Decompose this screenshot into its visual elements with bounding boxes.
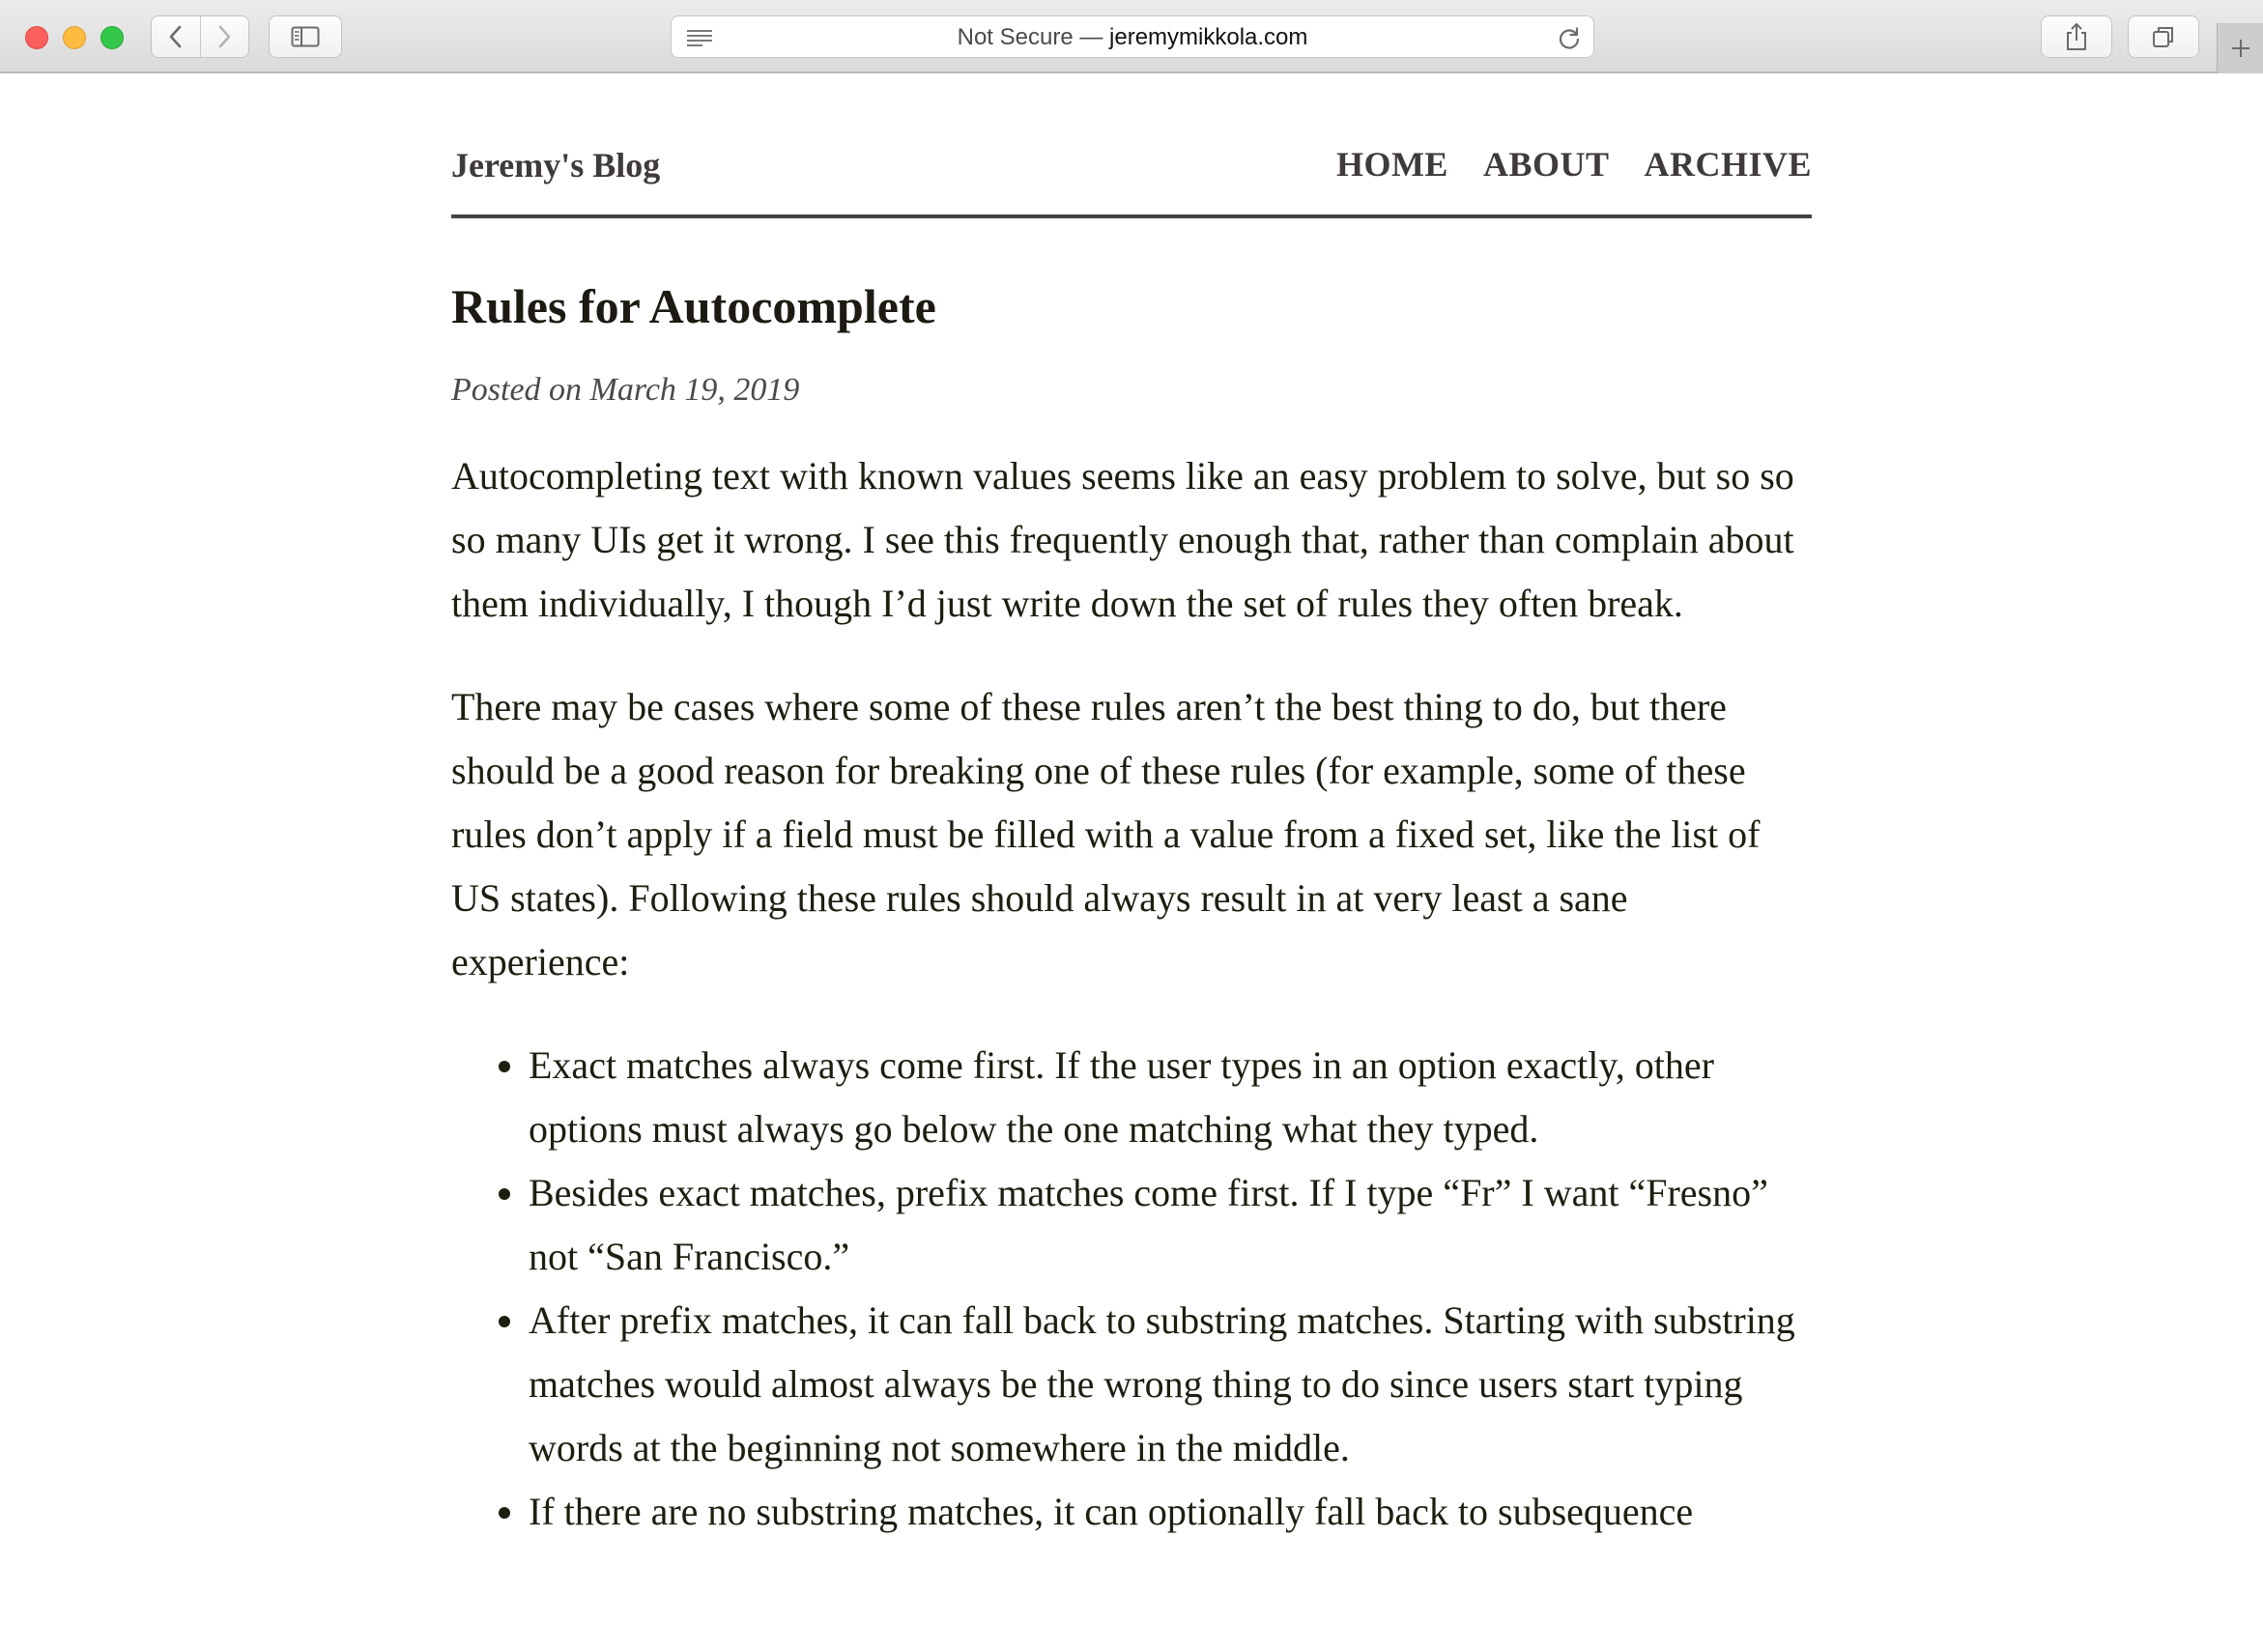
reload-icon[interactable] [1557, 26, 1582, 56]
site-header [451, 75, 1812, 218]
back-button[interactable] [152, 15, 200, 58]
post [451, 280, 1812, 1544]
forward-button[interactable] [200, 15, 248, 58]
chevron-right-icon [216, 24, 232, 49]
plus-icon [2230, 38, 2251, 59]
address-url[interactable] [672, 16, 1593, 59]
rule-item: • If there are no substring matches, it can optionally fall back to subsequence [529, 1480, 1812, 1544]
browser-toolbar [0, 0, 2263, 73]
rule-item: • Exact matches always come first. If the user types in an option exactly, other options must always go below the one matching what they typed. [529, 1034, 1812, 1161]
share-button[interactable] [2041, 15, 2112, 58]
tabs-icon [2151, 24, 2176, 49]
page-content [451, 75, 1812, 1544]
new-tab-button[interactable] [2217, 23, 2263, 73]
post-body [451, 444, 1812, 1544]
rule-item: • Besides exact matches, prefix matches come first. If I type “Fr” I want “Fresno” not “San Francisco.” [529, 1161, 1812, 1289]
tab-overview-button[interactable] [2128, 15, 2199, 58]
window-close-button[interactable] [25, 26, 48, 49]
security-label: Not Secure — [957, 24, 1110, 50]
post-title: Rules for Autocomplete [451, 279, 936, 333]
nav-archive-link[interactable]: ARCHIVE [1644, 145, 1812, 184]
address-domain: jeremymikkola.com [1109, 24, 1308, 50]
post-paragraph: Autocompleting text with known values seems like an easy problem to solve, but so so so many UIs get it wrong. I see this frequently enough that, rather than complain about them individually, I though I’d just write down the set of rules they often break. [451, 454, 1794, 625]
window-zoom-button[interactable] [100, 26, 124, 49]
post-paragraph: There may be cases where some of these rules aren’t the best thing to do, but there should be a good reason for breaking one of these rules (for example, some of these rules don’t apply if a field must be filled with a value from a fixed set, like the list of US states). Following these rules should always result in at very least a sane experience: [451, 685, 1761, 983]
sidebar-icon [291, 26, 320, 47]
sidebar-toggle-button[interactable] [269, 15, 342, 58]
window-minimize-button[interactable] [63, 26, 86, 49]
share-icon [2065, 22, 2088, 51]
rule-item: • After prefix matches, it can fall back to substring matches. Starting with substring matches would almost always be the wrong thing to do since users start typing words at the beginning not somewhere in the middle. [529, 1289, 1812, 1480]
site-title-link[interactable]: Jeremy's Blog [451, 146, 661, 185]
rules-list [451, 1034, 1812, 1544]
history-nav-group [151, 15, 249, 58]
post-date: Posted on March 19, 2019 [451, 372, 800, 408]
nav-about-link[interactable]: ABOUT [1482, 145, 1610, 184]
site-nav [1336, 144, 1812, 185]
address-bar[interactable] [671, 15, 1594, 58]
nav-home-link[interactable]: HOME [1335, 145, 1448, 184]
chevron-left-icon [168, 24, 184, 49]
